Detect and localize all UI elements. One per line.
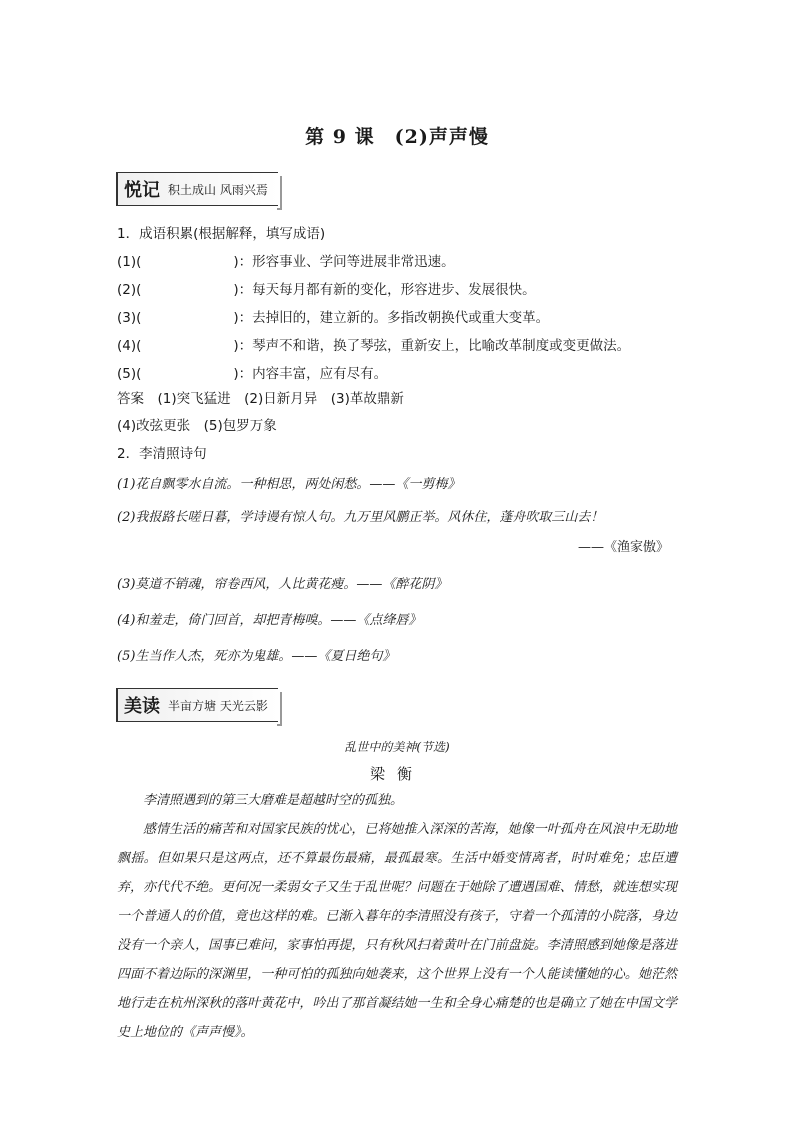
- poem-line: (4)和羞走，倚门回首，却把青梅嗅。——《点绛唇》: [117, 613, 422, 628]
- section-heading-poems: 2．李清照诗句: [117, 446, 207, 462]
- idiom-item: [117, 362, 387, 382]
- idiom-item: [117, 278, 536, 298]
- poem-line: (5)生当作人杰，死亦为鬼雄。——《夏日绝句》: [117, 649, 396, 664]
- banner-title: 美读: [124, 696, 160, 717]
- poem-line: (2)我报路长嗟日暮，学诗谩有惊人句。九万里风鹏正举。风休住，蓬舟吹取三山去！: [117, 510, 604, 525]
- banner-subtitle: 积土成山 风雨兴焉: [168, 182, 268, 197]
- article-author: 梁衡: [369, 765, 424, 783]
- article-paragraph: 李清照遇到的第三大磨难是超越时空的孤独。: [143, 793, 404, 808]
- section-banner-yueji: [116, 172, 278, 206]
- answer-line: 答案 (1)突飞猛进 (2)日新月异 (3)革故鼎新: [117, 391, 404, 407]
- poem-line: (3)莫道不销魂，帘卷西风，人比黄花瘦。——《醉花阴》: [117, 577, 448, 592]
- item-number: (5)(: [117, 366, 142, 382]
- banner-subtitle: 半亩方塘 天光云影: [168, 698, 268, 713]
- article-paragraph: 感情生活的痛苦和对国家民族的忧心，已将她推入深深的苦海，她像一叶孤舟在风浪中无助地飘摇。但如果只是这两点，还不算最伤最痛，最孤最寒。生活中婚变情离者，时时难免；忠臣遭弃，亦代代不绝。更何况一柔弱女子又生于乱世呢？问题在于她除了遭遇国难、情愁，就连想实现一个普通人的价值，竟也这样的难。已渐入暮年的李清照没有孩子，守着一个孤清的小院落，身边没有一个亲人，国事已难问，家事怕再提，只有秋风扫着黄叶在门前盘旋。李清照感到她像是落进四面不着边际的深渊里，一种可怕的孤独向她袭来，这个世界上没有一个人能读懂她的心。她茫然地行走在杭州深秋的落叶黄花中，吟出了那首凝结她一生和全身心痛楚的也是确立了她在中国文学史上地位的《声声慢》。: [117, 822, 677, 1040]
- idiom-item: [117, 306, 549, 326]
- idiom-item: [117, 334, 630, 354]
- item-definition: )：形容事业、学问等进展非常迅速。: [233, 254, 455, 270]
- item-definition: )：内容丰富，应有尽有。: [233, 366, 388, 382]
- item-number: (3)(: [117, 310, 142, 326]
- item-definition: )：琴声不和谐，换了琴弦，重新安上，比喻改革制度或变更做法。: [233, 338, 631, 354]
- poem-line: (1)花自飘零水自流。一种相思，两处闲愁。——《一剪梅》: [117, 477, 461, 492]
- idiom-item: [117, 250, 455, 270]
- section-banner-meidu: [116, 688, 278, 722]
- answer-line: (4)改弦更张 (5)包罗万象: [117, 418, 277, 434]
- page-title: 第 9 课 (2)声声慢: [305, 126, 489, 148]
- item-number: (1)(: [117, 254, 142, 270]
- article-title: 乱世中的美神(节选): [344, 740, 450, 754]
- item-number: (2)(: [117, 282, 142, 298]
- banner-title: 悦记: [124, 180, 160, 201]
- item-definition: )：每天每月都有新的变化，形容进步、发展很快。: [233, 282, 536, 298]
- item-definition: )：去掉旧的，建立新的。多指改朝换代或重大变革。: [233, 310, 550, 326]
- section-heading-idioms: 1．成语积累(根据解释，填写成语): [117, 226, 326, 242]
- poem-source: ——《渔家傲》: [577, 540, 669, 555]
- item-number: (4)(: [117, 338, 142, 354]
